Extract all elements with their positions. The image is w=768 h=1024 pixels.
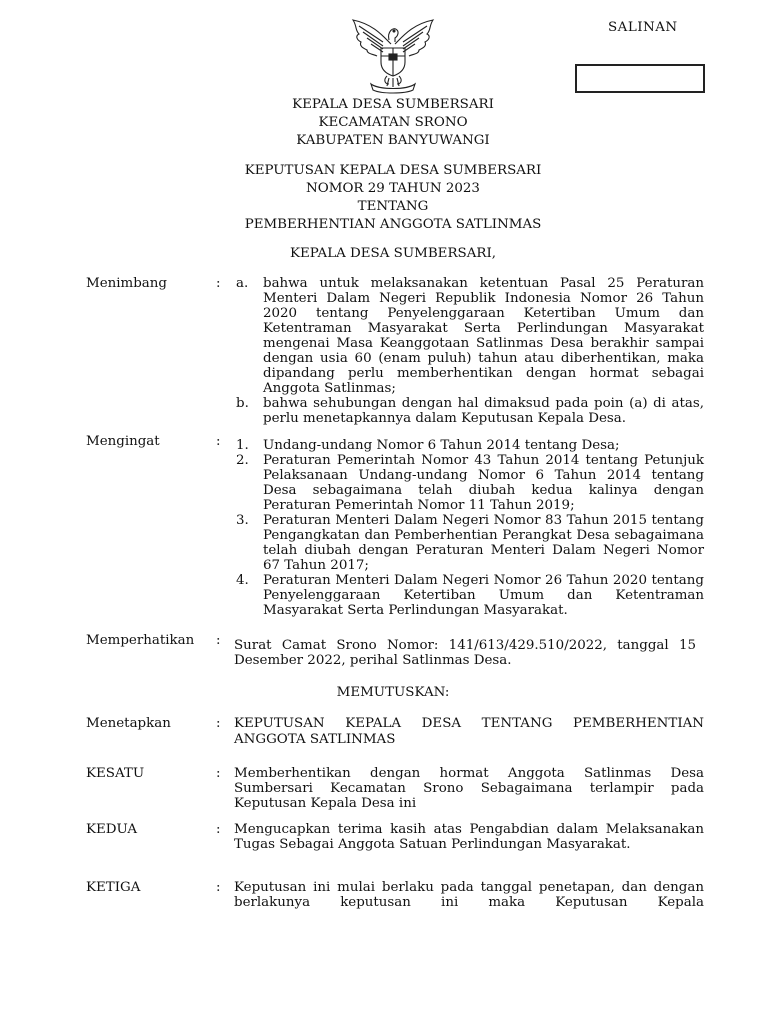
- menetapkan-label: Menetapkan: [86, 716, 171, 731]
- list-marker: a.: [236, 276, 249, 291]
- list-item: [234, 513, 704, 573]
- list-item: [234, 573, 704, 618]
- menimbang-colon: :: [216, 276, 221, 291]
- kedua-text: Mengucapkan terima kasih atas Pengabdian dalam Melaksanakan Tugas Sebagai Anggota Satuan Perlindungan Masyarakat.: [234, 822, 704, 852]
- list-item-text: bahwa untuk melaksanakan ketentuan Pasal 25 Peraturan Menteri Dalam Negeri Republik Indonesia Nomor 26 Tahun 2020 tentang Penyelenggaraan Ketertiban Umum dan Ketentraman Masyarakat Serta Perlindungan Masyarakat mengenai Masa Keanggotaan Satlinmas Desa berakhir sampai dengan usia 60 (enam puluh) tahun atau diberhentikan, maka dipandang perlu memberhentikan dengan hormat sebagai Anggota Satlinmas;: [263, 276, 704, 396]
- issuer-line: KABUPATEN BANYUWANGI: [296, 133, 490, 148]
- list-item-text: bahwa sehubungan dengan hal dimaksud pada poin (a) di atas, perlu menetapkannya dalam Keputusan Kepala Desa.: [263, 396, 704, 426]
- list-item-text: Peraturan Pemerintah Nomor 43 Tahun 2014 tentang Petunjuk Pelaksanaan Undang-undang Nomor 6 Tahun 2014 tentang Desa sebagaimana telah diubah kedua kalinya dengan Peraturan Pemerintah Nomor 11 Tahun 2019;: [263, 453, 704, 513]
- issuer-heading: [0, 96, 768, 150]
- list-marker: 2.: [236, 453, 249, 468]
- decree-number: NOMOR 29 TAHUN 2023: [306, 181, 480, 196]
- garuda-emblem-icon: [343, 14, 443, 94]
- menimbang-label: Menimbang: [86, 276, 167, 291]
- authority-line: KEPALA DESA SUMBERSARI,: [290, 246, 496, 261]
- list-item: [234, 276, 704, 396]
- decree-title: [0, 162, 768, 234]
- kedua-colon: :: [216, 822, 221, 837]
- memutuskan-heading: MEMUTUSKAN:: [336, 685, 450, 700]
- ketiga-label: KETIGA: [86, 880, 141, 895]
- menimbang-content: [234, 276, 704, 426]
- list-marker: 3.: [236, 513, 249, 528]
- kedua-label: KEDUA: [86, 822, 138, 837]
- list-item-text: Peraturan Menteri Dalam Negeri Nomor 83 Tahun 2015 tentang Pengangkatan dan Pemberhentian Perangkat Desa sebagaimana telah diubah dengan Peraturan Menteri Dalam Negeri Nomor 67 Tahun 2017;: [263, 513, 704, 573]
- kesatu-colon: :: [216, 766, 221, 781]
- list-item: [234, 396, 704, 426]
- list-item-text: Undang-undang Nomor 6 Tahun 2014 tentang Desa;: [263, 438, 620, 453]
- menetapkan-colon: :: [216, 716, 221, 731]
- kesatu-text: Memberhentikan dengan hormat Anggota Satlinmas Desa Sumbersari Kecamatan Srono Sebagaimana terlampir pada Keputusan Kepala Desa ini: [234, 766, 704, 811]
- issuer-line: KEPALA DESA SUMBERSARI: [292, 97, 494, 112]
- mengingat-content: [234, 438, 704, 618]
- memperhatikan-text: Surat Camat Srono Nomor: 141/613/429.510/2022, tanggal 15 Desember 2022, perihal Satlinmas Desa.: [234, 638, 696, 668]
- list-marker: 1.: [236, 438, 249, 453]
- decree-title-line: KEPUTUSAN KEPALA DESA SUMBERSARI: [244, 163, 542, 178]
- ketiga-text: Keputusan ini mulai berlaku pada tanggal penetapan, dan dengan berlakunya keputusan ini maka Keputusan Kepala: [234, 880, 704, 910]
- decree-title-line: TENTANG: [357, 199, 429, 214]
- salinan-label: SALINAN: [608, 20, 678, 35]
- memperhatikan-label: Memperhatikan: [86, 633, 195, 648]
- decree-subject: PEMBERHENTIAN ANGGOTA SATLINMAS: [244, 217, 542, 232]
- list-item-text: Peraturan Menteri Dalam Negeri Nomor 26 Tahun 2020 tentang Penyelenggaraan Ketertiban Umum dan Ketentraman Masyarakat Serta Perlindungan Masyarakat.: [263, 573, 704, 618]
- kesatu-label: KESATU: [86, 766, 145, 781]
- mengingat-colon: :: [216, 434, 221, 449]
- list-item: [234, 438, 704, 453]
- memperhatikan-colon: :: [216, 633, 221, 648]
- ketiga-colon: :: [216, 880, 221, 895]
- list-item: [234, 453, 704, 513]
- mengingat-label: Mengingat: [86, 434, 160, 449]
- list-marker: 4.: [236, 573, 249, 588]
- issuer-line: KECAMATAN SRONO: [318, 115, 468, 130]
- menetapkan-text: KEPUTUSAN KEPALA DESA TENTANG PEMBERHENTIAN ANGGOTA SATLINMAS: [234, 716, 704, 747]
- list-marker: b.: [236, 396, 249, 411]
- document-number-box: [575, 64, 705, 93]
